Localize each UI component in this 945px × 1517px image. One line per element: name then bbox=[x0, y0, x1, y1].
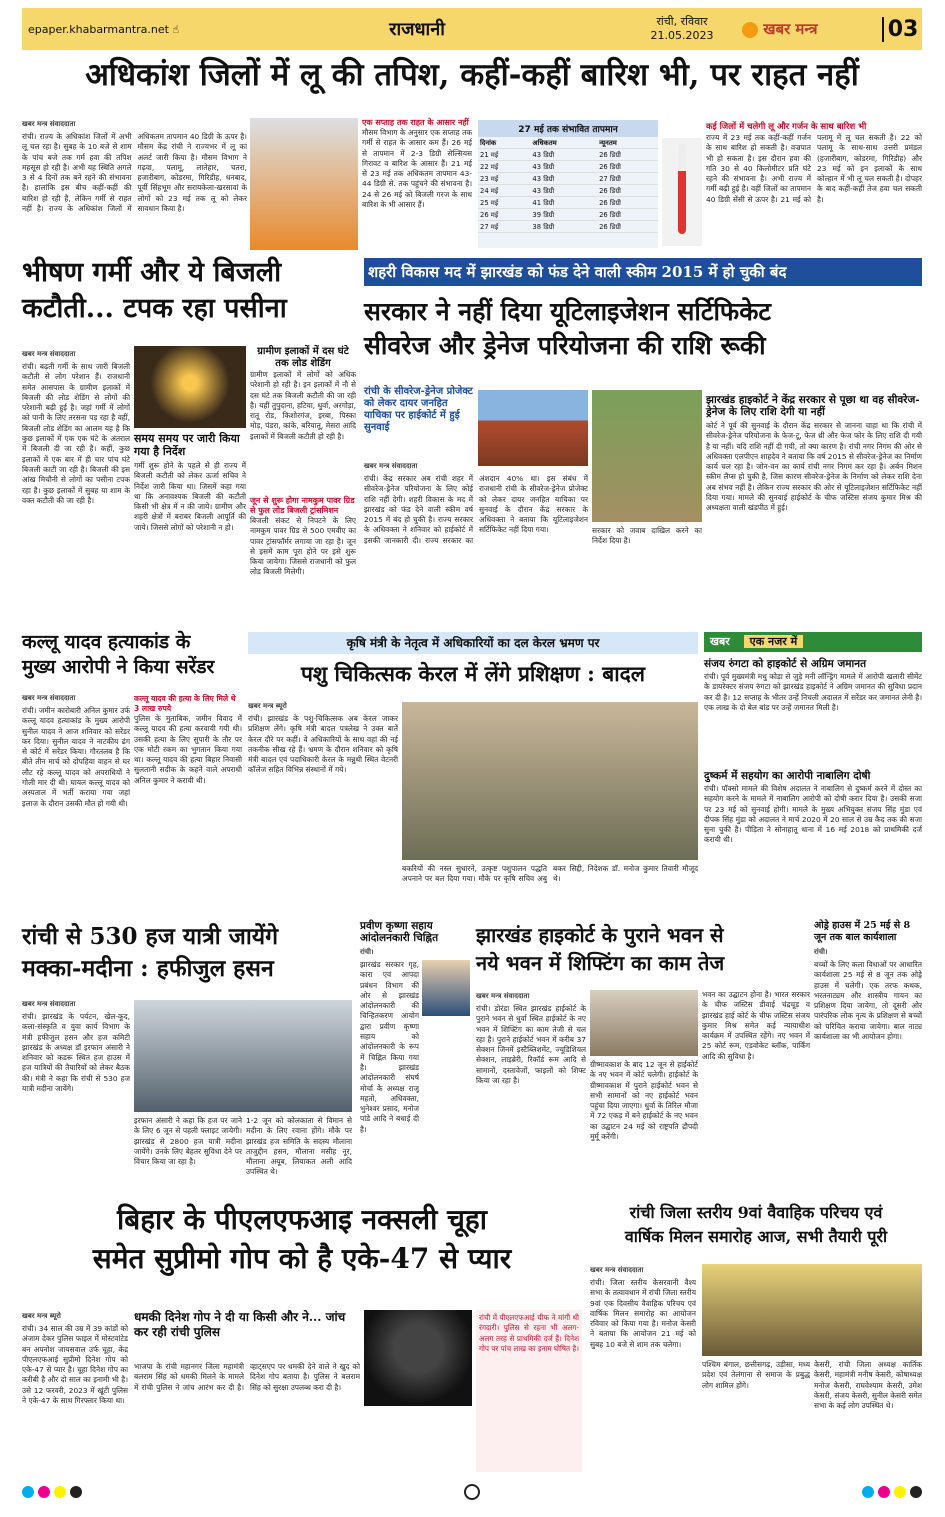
a2-directive: समय समय पर जारी किया गया है निर्देश गर्मी शुरू होने के पहले से ही राज्य में बिजली कटौती को लेकर ऊर्जा सचिव ने निर्देश जारी किया था। जिसमें कहा गया था कि अनावश्यक बिजली की कटौती किसी भी क्षेत्र में न की जाये। ग्रामीण और शहरी क्षेत्रों में बराबर बिजली आपूर्ति की जाये। जिससे लोगों को परेशानी न हो। bbox=[134, 432, 246, 532]
a2-story: खबर मन्त्र संवाददाता रांची। बढ़ती गर्मी के साथ जारी बिजली कटौती से लोग परेशान हैं। राजधानी समेत आसपास के ग्रामीण इलाकों में बिजली की लोड शेडिंग से लोगों की परेशानी बढ़ी हुई है। जहां गर्मी में लोगों को पानी के लिए तरसना पड़ रहा है वहीं, बिजली लोड शेडिंग का आलम यह है कि कुछ इलाकों में एक एक घंटे के अंतराल में बिजली दी जा रही है। कहीं, कुछ इलाकों में एक बार में ही चार पांच घंटे बिजली काटी जा रही है। बिजली की इस आंख मिचौनी से लोगों का पसीना टपक रहा है। कुछ इलाकों में सुबह या शाम के वक्त कटौती की जा रही है। bbox=[22, 350, 130, 505]
a12-story: खबर मन्त्र संवाददाता रांची। जिला स्तरीय केसरवानी वैश्य सभा के तत्वावधान में रांची जिला स्तरीय 9वां एक दिवसीय वैवाहिक परिचय एवं वार्षिक मिलन समारोह का आयोजन रविवार को किया गया है। मनोज केसरी ने बताया कि आयोजन 21 मई को सुबह 10 बजे से शाम तक चलेगा। bbox=[590, 1266, 696, 1349]
a10-story: ओड्रे हाउस में 25 मई से 8 जून तक बाल कार्यशाला रांची। बच्चों के लिए कला विधाओं पर आधारित कार्यशाला 25 मई से 8 जून तक ओड्रे हाउस में चलेगी। एक तरफ कथक, भरतनाट्यम और शास्त्रीय गायन का प्रशिक्षण दिया जायेगा, तो दूसरी ओर पारंपरिक लोक नृत्य के प्रशिक्षण से बच्चों को परिचित कराया जायेगा। बाल नाट्य कार्यशाला का भी आयोजन होगा। bbox=[814, 920, 922, 1042]
a3-kicker: शहरी विकास मद में झारखंड को फंड देने वाली स्कीम 2015 में हो चुकी बंद bbox=[364, 258, 922, 286]
a1-temp-table: 27 मई तक संभावित तापमान दिनांक अधिकतम न्यूनतम 21 मई 43 डिग्री 26 डिग्री 22 मई 43 डिग्री 26 डिग्री 23 मई 43 डिग्री 27 डिग्री 24 मई 43 डिग्री 26 डिग्री 25 मई 41 डिग्री 26 डिग्री 26 मई 39 डिग्री 26 डिग्री 27 मई 38 डिग्री 26 डिग्री bbox=[478, 120, 658, 248]
a7-mid: इरफान अंसारी ने कहा कि हज पर जाने के लिए 6 जून से पहली फ्लाइट जायेगी। झारखंड से 2800 हज यात्री मदीना जायेंगे। उनके लिए बेहतर सुविधा देने पर विचार किया जा रहा है। bbox=[134, 1116, 242, 1167]
a2-grid: जून से शुरू होगा नामकुम पावर ग्रिड से फुल लोड बिजली ट्रांसमिशन बिजली संकट से निपटने के लिए नामकुम पावर ग्रिड से 500 एमवीए का पावर ट्रांसफॉर्मर लगाया जा रहा है। जून से इसमें काम पूरा होने पर इसे शुरू किया जायेगा। जिससे राजधानी को फुल लोड बिजली मिलेगी। bbox=[250, 496, 356, 577]
registration-mark-icon bbox=[464, 1484, 480, 1500]
table-row bbox=[478, 221, 658, 233]
table-cell: 26 डिग्री bbox=[597, 209, 658, 221]
date-box: रांची, रविवार 21.05.2023 bbox=[650, 15, 714, 42]
table-cell: 23 मई bbox=[478, 173, 530, 185]
a12-photo-group bbox=[702, 1264, 922, 1356]
table-cell: 43 डिग्री bbox=[530, 149, 597, 161]
a9-headline: झारखंड हाइकोर्ट के पुराने भवन से नये भवन में शिफ्टिंग का काम तेज bbox=[476, 923, 725, 976]
cursor-icon: ☝ bbox=[172, 22, 180, 36]
table-cell: 41 डिग्री bbox=[530, 197, 597, 209]
table-row bbox=[478, 209, 658, 221]
a3-photo-caption: सरकार को जवाब दाखिल करने का निर्देश दिया है। bbox=[592, 526, 702, 546]
temperature-table bbox=[478, 137, 658, 233]
a3-headline: सरकार ने नहीं दिया यूटिलाइजेशन सर्टिफिकेट सीवरेज और ड्रेनेज परियोजना की राशि रूकी bbox=[364, 297, 771, 360]
a2-headline: भीषण गर्मी और ये बिजली कटौती... टपक रहा पसीना bbox=[22, 257, 287, 325]
a7-right: 1-2 जून को कोलकाता से विमान से मदीना के लिए रवाना होंगे। मौके पर झारखंड हज समिति के सदस्य मौलाना ताजुद्दीन हसन, मौलाना मसीह नूर, मौलाना अयूब, लियाकत अली आदि उपस्थित थे। bbox=[246, 1116, 352, 1177]
table-row bbox=[478, 173, 658, 185]
page-number: 03 bbox=[882, 17, 922, 42]
a3-caption-head: रांची के सीवरेज-ड्रेनेज प्रोजेक्ट को लेकर दायर जनहित याचिका पर हाईकोर्ट में हुई सुनवाई bbox=[364, 386, 473, 433]
page-footer bbox=[22, 1478, 922, 1506]
a7-story: खबर मन्त्र संवाददाता रांची। झारखंड के पर्यटन, खेल-कूद, कला-संस्कृति व युवा कार्य विभाग के मंत्री हफीजुल हसन और हज कमिटी झारखंड के अध्यक्ष डॉ इरफान अंसारी ने शनिवार को कडरू स्थित हज हाउस में हज यात्रियों की तैयारियों को लेकर बैठक की। मंत्री ने कहा कि रांची से 530 हज यात्री मदीना जायेंगे। bbox=[22, 1000, 130, 1094]
a3-right: झारखंड हाइकोर्ट ने केंद्र सरकार से पूछा था वह सीवरेज-ड्रेनेज के लिए राशि देगी या नहीं कोर्ट ने पूर्व की सुनवाई के दौरान केंद्र सरकार से जानना चाहा था कि रांची में सीवरेज-ड्रेनेज परियोजना के फेज-टू, फेज थ्री और फेज फोर के लिए राशि दी गयी है या नहीं। यदि राशि नहीं दी गयी, तो क्या कारण है। रांची नगर निगम की ओर से अधिवक्ता एलपीएन शाहदेव ने बताया कि वर्ष 2015 से सीवरेज-ड्रेनेज का निर्माण कार्य चल रहा है। जोन-वन का कार्य रांची नगर निगम कर रहा है। अर्बन मिशन स्कीम लैप्स हो चुकी है, जिस कारण सीवरेज-ड्रेनेज के निर्माण को लेकर राशि देना अब संभव नहीं है। लेकिन राज्य सरकार की ओर से यूटिलाइजेशन सर्टिफिकेट नहीं दिया गया। मामले की सुनवाई हाईकोर्ट के चीफ जस्टिस संजय कुमार मिश्र की अध्यक्षता वाली खंडपीठ में हुई। bbox=[706, 394, 922, 513]
table-cell: 21 मई bbox=[478, 149, 530, 161]
a9-story: खबर मन्त्र संवाददाता रांची। डोरंडा स्थित झारखंड हाईकोर्ट के पुराने भवन से धुर्वा स्थित हाईकोर्ट के नए भवन में शिफ्टिंग का काम तेजी से चल रहा है। पुराने हाईकोर्ट भवन में करीब 37 सेक्शन जिनमें इस्टैब्लिशमेंट, ज्यूडिशियल सेक्शन, लाइब्रेरी, रिकॉर्ड रूम आदि से सामानों, दस्तावेजों, फाइलों को शिफ्ट किया जा रहा है। bbox=[476, 992, 586, 1086]
a4-sidebar: कल्लू यादव की हत्या के लिए मिले थे 3 लाख रुपये पुलिस के मुताबिक, जमीन विवाद में कल्लू यादव की हत्या करवायी गयी थी। उसकी हत्या के लिए सुपारी के तौर पर एक मोटी रकम का भुगतान किया गया था। कल्लू यादव की हत्या बिहार निवासी सुलतानी सदीक के कहने वाले अपराधी अनिल कुमार ने करायी थी। bbox=[134, 694, 242, 785]
table-cell: 26 डिग्री bbox=[597, 221, 658, 233]
table-header-row bbox=[478, 137, 658, 149]
a5-caption: बकरियों की नस्ल सुधारने, उत्कृष्ट पशुपालन पद्धति अपनाने पर बल दिया गया। मौके पर कृषि सचिव अबु बकर सिद्दी, निदेशक डॉ. मनोज कुमार तिवारी मौजूद थे। bbox=[402, 864, 698, 884]
a1-headline: अधिकांश जिलों में लू की तपिश, कहीं-कहीं बारिश भी, पर राहत नहीं bbox=[85, 57, 859, 93]
table-cell: 27 डिग्री bbox=[597, 173, 658, 185]
a5-photo-goats bbox=[402, 702, 698, 860]
table-cell: 26 डिग्री bbox=[597, 161, 658, 173]
table-cell: 39 डिग्री bbox=[530, 209, 597, 221]
section-title: राजधानी bbox=[389, 19, 445, 40]
sewer-photo bbox=[592, 390, 702, 522]
masthead bbox=[22, 8, 922, 50]
a12-caption: पश्चिम बंगाल, छत्तीसगढ़, उड़ीसा, मध्य प्रदेश एवं तेलंगाना से समाज के प्रबुद्ध लोग शामिल होंगे। bbox=[702, 1360, 810, 1390]
a12-right: केसरी, रांची जिला अध्यक्ष कार्तिक केसरी, महामंत्री मनीष केसरी, कोषाध्यक्ष मनोज केसरी, राघवेश्याम केसरी, उमेश केसरी, संजय केसरी, सुनील केसरी समेत सभा के कई लोग उपस्थित थे। bbox=[814, 1360, 922, 1411]
table-row bbox=[478, 149, 658, 161]
a11-story: खबर मन्त्र ब्यूरो रांची। 34 साल की उम्र में 39 कांडों को अंजाम देकर पुलिस फाइल में मोस्टवांटेड बन अपनोश जायसवाल उर्फ चूहा, केंद्र पीएलएफआई सुप्रीमो दिनेश गोप को एके-47 से प्यार है। चूहा दिनेश गोप का करीबी है और दो साल का इनामी भी है। उसे 12 फरवरी, 2023 में खूंटी पुलिस ने एके-47 के साथ गिरफ्तार किया था। bbox=[22, 1312, 128, 1406]
a9-mid: ग्रीष्मावकाश के बाद 12 जून से हाईकोर्ट के नए भवन में कोर्ट चलेगी। हाईकोर्ट के ग्रीष्मावकाश में पुराने हाईकोर्ट भवन से सभी सामानों को नए हाईकोर्ट भवन पहुंचा दिया जाएगा। धुर्वा के तिरिल मौजा में 72 एकड़ में बने हाईकोर्ट के नए भवन का उद्घाटन 24 मई को राष्ट्रपति द्रौपदी मुर्मू करेंगी। bbox=[590, 1060, 698, 1142]
epaper-url[interactable]: epaper.khabarmantra.net ☝ bbox=[28, 22, 180, 36]
a9-right: भवन का उद्घाटन होना है। भारत सरकार के चीफ जस्टिस डीवाई चंद्रचूड़ व झारखंड हाई कोर्ट के चीफ जस्टिस संजय कुमार मिश्र समेत कई न्यायाधीश कार्यक्रम में उपस्थित रहेंगे। नए भवन में 25 कोर्ट रूम, एडवोकेट ब्लॉक, पार्किंग आदि की सुविधा है। bbox=[702, 990, 810, 1061]
color-registration-right bbox=[862, 1486, 922, 1498]
a8-story: प्रवीण कृष्णा सहाय आंदोलनकारी चिह्नित रांची। झारखंड सरकार गृह, कारा एवं आपदा प्रबंधन विभाग की ओर से झारखंड आंदोलनकारी की चिन्हितकरण आयोग द्वारा प्रवीण कृष्णा सहाय को आंदोलनकारी के रूप में चिह्नित किया गया है। झारखंड आंदोलनकारी संघर्ष मोर्चा के अध्यक्ष राजू महतो, अधिवक्ता, भुनेश्वर प्रसाद, मनोज पांडे आदि ने बधाई दी है। bbox=[360, 920, 470, 1190]
a6-briefs: संजय रुंगटा को हाइकोर्ट से अग्रिम जमानत रांची। पूर्व मुख्यमंत्री मधु कोड़ा से जुड़े मनी लॉन्ड्रिंग मामले में आरोपी खलारी सीमेंट के डायरेक्टर संजय रुंगटा को झारखंड हाइकोर्ट ने अग्रिम जमानत की सुविधा प्रदान कर दी है। 12 सप्ताह के भीतर उन्हें निचली अदालत में सरेंडर कर जमानत लेनी है। एक लाख के दो बेल बांड पर उन्हें जमानत मिली है। दुष्कर्म में सहयोग का आरोपी नाबालिग दोषी रांची। पॉक्सो मामले की विशेष अदालत ने नाबालिग से दुष्कर्म करने में दोस्त का सहयोग करने के मामले में नाबालिग आरोपी को दोषी करार दिया है। उसकी सजा पर 23 मई को सुनवाई होगी। मामले के मुख्य अभियुक्त संजय सिंह मुंडा एवं दीपक सिंह मुंडा को अदालत ने मार्च 2020 में 20 साल से उम्र कैद तक की सजा सुना चुकी है। पीड़िता ने सोनाहातू थाना में 16 मई 2018 को प्राथमिकी दर्ज करायी थी। bbox=[704, 658, 922, 845]
a5-headline: पशु चिकित्सक केरल में लेंगे प्रशिक्षण : बादल bbox=[300, 661, 646, 686]
color-registration-left bbox=[22, 1486, 82, 1498]
table-cell: 38 डिग्री bbox=[530, 221, 597, 233]
thermometer-icon bbox=[662, 138, 702, 246]
a11-headline: बिहार के पीएलएफआइ नक्सली चूहा समेत सुप्रीमो गोप को है एके-47 से प्यार bbox=[92, 1203, 512, 1276]
a2-rural: ग्रामीण इलाकों में दस घंटे तक लोड शेडिंग ग्रामीण इलाकों में लोगों को अधिक परेशानी हो रही है। इन इलाकों में नौ से दस घंटे तक बिजली कटौती की जा रही है। यहीं तुपुदाना, हटिया, धुर्वा, अरगोड़ा, रातू रोड, किशोरगंज, इरबा, पिस्का मोड़, पंडरा, कांके, बरियातू, मेसरा आदि इलाकों में बिजली कटौती हो रही है। bbox=[250, 346, 356, 441]
table-row bbox=[478, 161, 658, 173]
hc-building-photo bbox=[478, 390, 588, 466]
table-header-cell: दिनांक bbox=[478, 137, 530, 149]
logo-icon bbox=[742, 22, 758, 38]
a8-portrait bbox=[422, 960, 470, 1016]
a1-byline: खबर मन्त्र संवाददाता bbox=[22, 120, 76, 128]
table-cell: 26 डिग्री bbox=[597, 149, 658, 161]
table-cell: 43 डिग्री bbox=[530, 185, 597, 197]
table-cell: 24 मई bbox=[478, 185, 530, 197]
table-row bbox=[478, 185, 658, 197]
a5-kicker: कृषि मंत्री के नेतृत्व में अधिकारियों का दल केरल भ्रमण पर bbox=[248, 632, 698, 654]
table-cell: 27 मई bbox=[478, 221, 530, 233]
a11-masked-photo bbox=[364, 1310, 472, 1406]
table-header-cell: अधिकतम bbox=[530, 137, 597, 149]
table-header-cell: न्यूनतम bbox=[597, 137, 658, 149]
a4-headline: कल्लू यादव हत्याकांड के मुख्य आरोपी ने किया सरेंडर bbox=[22, 631, 215, 679]
table-cell: 43 डिग्री bbox=[530, 173, 597, 185]
a5-story: खबर मन्त्र ब्यूरो रांची। झारखंड के पशु-चिकित्सक अब केरल जाकर प्रशिक्षण लेंगे। कृषि मंत्री बादल पत्रलेख ने उक्त बातें केरल दौरे पर कहीं। वे अधिकारियों के साथ वहां की नई तकनीक सीख रहे हैं। भ्रमण के दौरान शनिवार को कृषि मंत्री बादल एवं पदाधिकारी केरल के मन्नुथी स्थित वेटनरी कॉलेज सहित विभिन्न संस्थानों में गये। bbox=[248, 702, 398, 775]
brand-logo: खबर मन्त्र bbox=[742, 19, 882, 39]
bulb-photo bbox=[134, 346, 246, 428]
a11-sub: धमकी दिनेश गोप ने दी या किसी और ने... जांच कर रही रांची पुलिस bbox=[134, 1310, 346, 1339]
table-cell: 26 डिग्री bbox=[597, 197, 658, 209]
a1-sidebar: एक सप्ताह तक राहत के आसार नहीं मौसम विभाग के अनुसार एक सप्ताह तक गर्मी से राहत के आसार कम हैं। 26 मई से तापमान में 2-3 डिग्री सेल्सियस गिरावट व बारिश के आसार हैं। 21 मई से 23 मई तक अधिकतम तापमान 43-44 डिग्री से. तक पहुंचने की संभावना है। 24 से 26 मई को बिजली गरज के साथ बारिश के भी आसार हैं। bbox=[362, 118, 472, 210]
table-cell: 25 मई bbox=[478, 197, 530, 209]
a7-headline: रांची से 530 हज यात्री जायेंगे मक्का-मदीना : हफीजुल हसन bbox=[22, 923, 279, 982]
a11-box: रांची में पीएलएफआई चीफ ने मांगी थी रंगदारी। पुलिस से रहना भी अलग-अलग तरह से प्राथमिकी दर्ज हैं। दिनेश गोप पर पांच लाख का इनाम घोषित है। bbox=[476, 1310, 582, 1472]
a1-photo-umbrella bbox=[250, 118, 358, 250]
a9-photo-shifting bbox=[590, 990, 698, 1056]
a11-sub-body: भाजपा के रांची महानगर जिला महामंत्री बलराम सिंह को धमकी मिलने के मामले में रांची पुलिस ने जांच आरंभ कर दी है। व्हाट्सएप पर धमकी देने वाले ने खुद को दिनेश गोप बताया है। पुलिस ने बलराम सिंह को सुरक्षा उपलब्ध करा दी है। bbox=[134, 1362, 360, 1392]
table-row bbox=[478, 197, 658, 209]
a3-story: खबर मन्त्र संवाददाता रांची। केंद्र सरकार अब रांची शहर में सीवरेज-ड्रेनेज परियोजना के लिए कोई राशि नहीं देगी। शहरी विकास के मद में झारखंड को फंड देने वाली स्कीम वर्ष 2015 में बंद हो चुकी है। राज्य सरकार के अधिवक्ता ने शनिवार को हाईकोर्ट में इसकी जानकारी दी। राज्य सरकार का अंशदान 40% था। इस संबंध में राजधानी रांची के सीवरेज-ड्रेनेज प्रोजेक्ट को लेकर दायर जनहित याचिका पर सुनवाई के दौरान केंद्र सरकार के अधिवक्ता ने बताया कि यूटिलाइजेशन सर्टिफिकेट नहीं दिया गया। bbox=[364, 462, 588, 545]
a1-body: रांची। राज्य के अधिकांश जिलों में अभी लू चल रहा है। सुबह के 10 बजे से शाम के पांच बजे तक गर्म हवा की तपिश महसूस हो रही है। अभी यह स्थिति अगले 3 से 4 दिनों तक बने रहने की संभावना है। हालांकि इस बीच कहीं-कहीं की बारिश हो रही है, लेकिन गर्मी से राहत नहीं है। राज्य के अधिकांश जिलों में अधिकतम तापमान 40 डिग्री के ऊपर है। मौसम केंद्र रांची ने राज्यभर में लू का अलर्ट जारी किया है। मौसम विभाग ने गढ़वा, पलामू, लातेहार, चतरा, हजारीबाग, कोडरमा, गिरिडीह, धनबाद, पूर्वी सिंहभूम और सरायकेला-खरसावां के लोगों को 23 मई तक लू को लेकर सावधान किया है। bbox=[22, 132, 247, 214]
table-cell: 26 मई bbox=[478, 209, 530, 221]
a4-story: खबर मन्त्र संवाददाता रांची। जमीन कारोबारी अनिल कुमार उर्फ कल्लू यादव हत्याकांड के मुख्य आरोपी सुनील यादव ने आज शनिवार को सरेंडर कर दिया। सुनील यादव ने नाटकीय ढंग से कोर्ट में सरेंडर किया। गौरतलब है कि बीते तीन मार्च को दोपहिया वाहन से घर लौट रहे कल्लू यादव को अपराधियों ने गोली मार दी थी। घायल कल्लू यादव को अस्पताल में भर्ती कराया गया जहां इलाज के दौरान उसकी मौत हो गयी थी। bbox=[22, 694, 130, 808]
a1-right: कई जिलों में चलेगी लू और गर्जन के साथ बारिश भी राज्य में 23 मई तक कहीं-कहीं गर्जन के साथ बारिश हो सकती है। वज्रपात भी हो सकता है। इस दौरान हवा की गति 30 से 40 किलोमीटर प्रति घंटे रहने की संभावना है। अभी राज्य में गर्मी बढ़ी हुई है। वहीं जिलों का तापमान 40 डिग्री सेंसी से ऊपर है। 21 मई को पलामू में लू चल सकती है। 22 को पलामू के साथ-साथ उत्तरी प्रमंडल (हजारीबाग, कोडरमा, गिरिडीह) और 23 मई को इन इलाकों के साथ कोल्हान में भी लू चल सकती है। दोपहर के बाद कहीं-कहीं तेज हवा चल सकती है। bbox=[706, 122, 922, 204]
table-cell: 26 डिग्री bbox=[597, 185, 658, 197]
table-cell: 22 मई bbox=[478, 161, 530, 173]
a12-headline: रांची जिला स्तरीय 9वां वैवाहिक परिचय एवं वार्षिक मिलन समारोह आज, सभी तैयारी पूरी bbox=[624, 1203, 888, 1246]
news-brief-tag: खबर एक नजर में bbox=[704, 632, 922, 652]
a7-photo-meeting bbox=[134, 1000, 352, 1112]
a1-story bbox=[22, 120, 247, 250]
table-cell: 43 डिग्री bbox=[530, 161, 597, 173]
